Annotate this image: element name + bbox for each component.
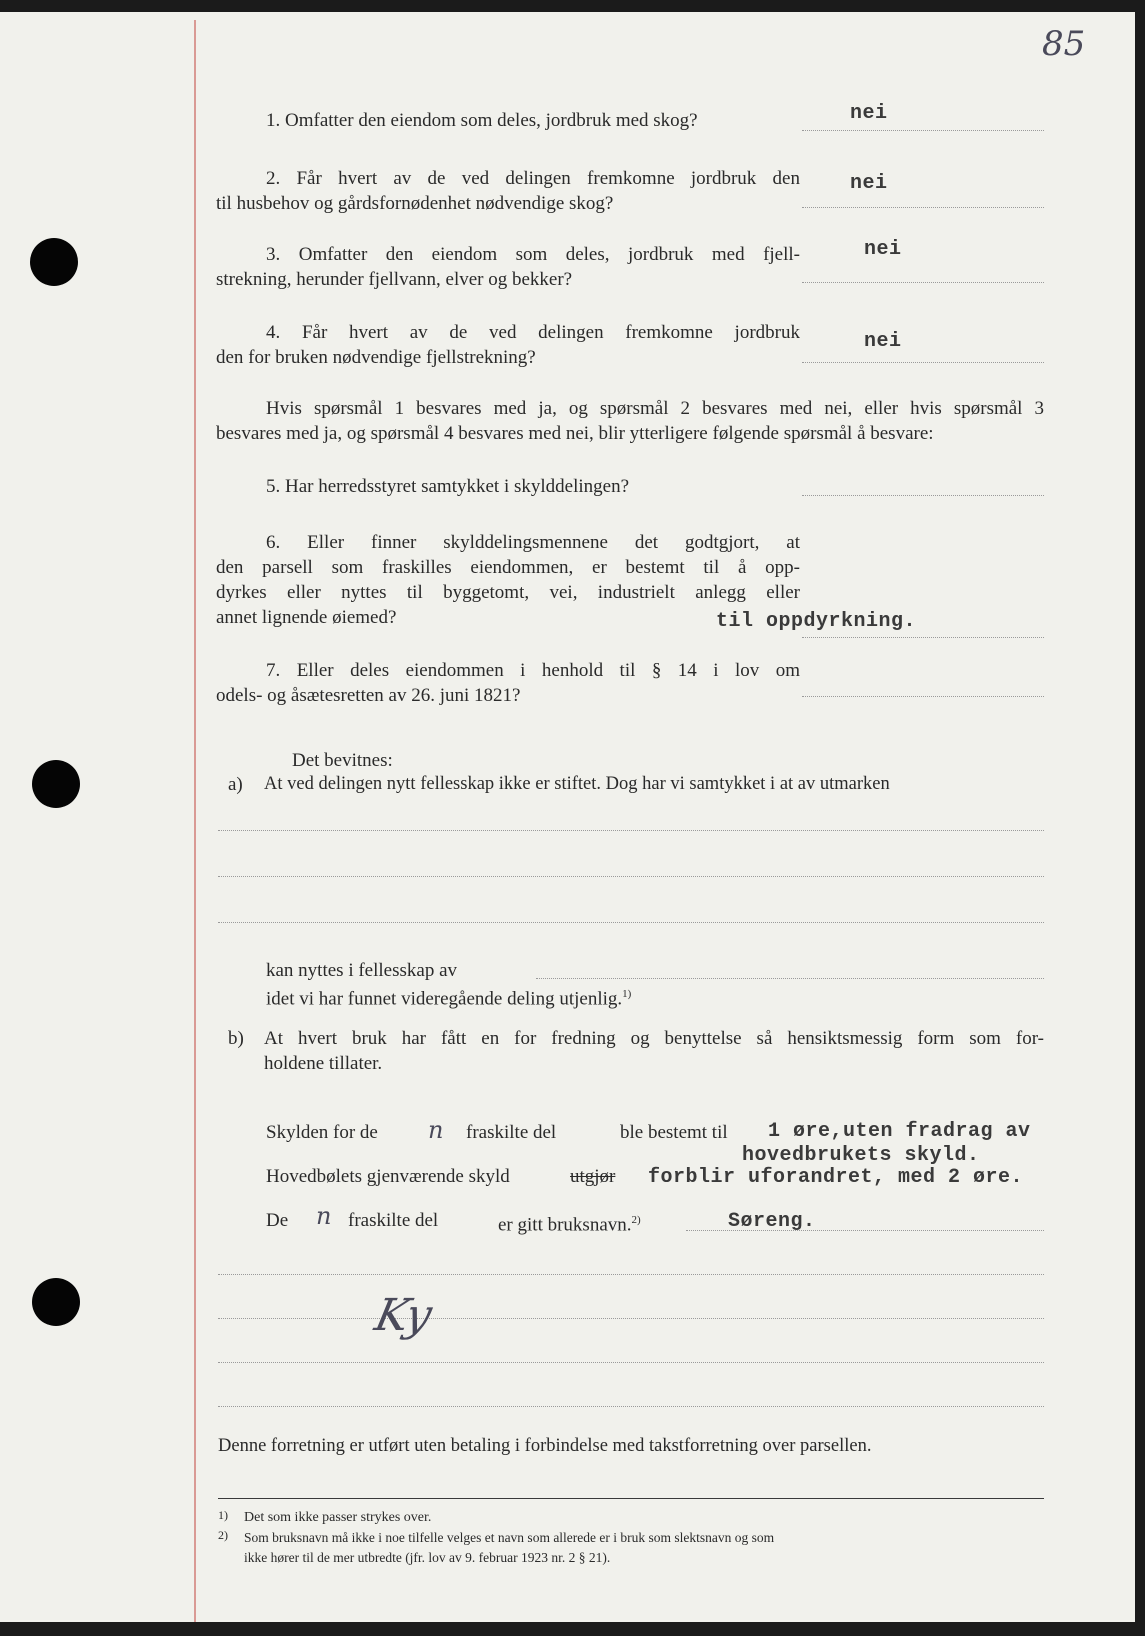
question-7: [216, 658, 800, 708]
question-6-line-1: 6. Eller finner skylddelingsmennene det godtgjort, at: [266, 532, 800, 553]
footnote-rule: [218, 1498, 1044, 1499]
margin-line: [194, 20, 196, 1622]
attestation-a-marker: a): [228, 774, 243, 795]
answer-2: nei: [850, 172, 888, 195]
footnote-ref-2: 2): [631, 1214, 641, 1226]
attestation-b: [264, 1026, 1044, 1076]
answer-6: til oppdyrkning.: [716, 610, 917, 633]
skyld-label-1c: ble bestemt til: [620, 1122, 728, 1143]
question-6-line-2: den parsell som fraskilles eiendommen, er bestemt til å opp-: [216, 557, 800, 578]
question-5: 5. Har herredsstyret samtykket i skylddelingen?: [266, 476, 630, 497]
skyld-value-1-line-1: 1 øre,uten fradrag av: [768, 1120, 1031, 1143]
skyld-label-3b: fraskilte del: [348, 1210, 439, 1231]
question-3-line-2: strekning, herunder fjellvann, elver og bekker?: [216, 269, 573, 290]
attestation-a-cont-1: kan nyttes i fellesskap av: [266, 960, 458, 981]
blank-line-2: [218, 876, 1044, 877]
instruction-line-1: Hvis spørsmål 1 besvares med ja, og spørsmål 2 besvares med nei, eller hvis spørsmål 3: [266, 398, 1044, 419]
footnote-ref-1: 1): [622, 988, 632, 1000]
answer-line-4: [802, 362, 1044, 363]
question-2: [216, 166, 800, 216]
question-7-line-2: odels- og åsætesretten av 26. juni 1821?: [216, 685, 521, 706]
blank-line-1: [218, 830, 1044, 831]
page-number: 85: [1042, 24, 1086, 64]
skyld-label-1b: fraskilte del: [466, 1122, 557, 1143]
attestation-heading: Det bevitnes:: [292, 750, 393, 771]
skyld-value-2: forblir uforandret, med 2 øre.: [648, 1166, 1024, 1189]
blank-line-fellesskap: [536, 978, 1044, 979]
answer-line-6: [802, 637, 1044, 638]
answer-line-5: [802, 495, 1044, 496]
question-4: [216, 320, 800, 370]
answer-line-3: [802, 282, 1044, 283]
instruction-paragraph: [216, 396, 1044, 446]
attestation-a-cont-2-text: idet vi har funnet videregående deling utjenlig.: [266, 988, 623, 1010]
question-2-line-2: til husbehov og gårdsfornødenhet nødvendige skog?: [216, 193, 614, 214]
answer-1: nei: [850, 102, 888, 125]
attestation-b-marker: b): [228, 1028, 244, 1049]
attestation-a-cont-2: [266, 982, 631, 1011]
answer-line-7: [802, 696, 1044, 697]
signature-line-1: [218, 1274, 1044, 1275]
answer-line-2: [802, 207, 1044, 208]
skyld-hand-n-2: n: [316, 1202, 332, 1230]
attestation-b-line-1: At hvert bruk har fått en for fredning og benyttelse så hensiktsmessig form som for-: [264, 1028, 1044, 1049]
question-3: [216, 242, 800, 292]
question-4-line-2: den for bruken nødvendige fjellstrekning?: [216, 347, 536, 368]
skyld-label-3c-text: er gitt bruksnavn.: [498, 1214, 632, 1236]
skyld-label-2-struck: utgjør: [570, 1166, 616, 1187]
signature-line-2: [218, 1318, 1044, 1319]
binder-hole-middle: [32, 760, 80, 808]
skyld-label-1: Skylden for de: [266, 1122, 378, 1143]
answer-4: nei: [864, 330, 902, 353]
skyld-label-3: De: [266, 1210, 289, 1231]
footnote-1-marker: 1): [218, 1508, 228, 1522]
question-4-line-1: 4. Får hvert av de ved delingen fremkomne jordbruk: [266, 322, 800, 343]
question-7-line-1: 7. Eller deles eiendommen i henhold til § 14 i lov om: [266, 660, 800, 681]
answer-3: nei: [864, 238, 902, 261]
skyld-label-2: Hovedbølets gjenværende skyld: [266, 1166, 510, 1187]
footnote-1: Det som ikke passer strykes over.: [244, 1510, 432, 1525]
question-2-line-1: 2. Får hvert av de ved delingen fremkomne jordbruk den: [266, 168, 800, 189]
blank-line-3: [218, 922, 1044, 923]
closing-statement: Denne forretning er utført uten betaling i forbindelse med takstforretning over parsellen.: [218, 1436, 872, 1456]
question-3-line-1: 3. Omfatter den eiendom som deles, jordbruk med fjell-: [266, 244, 800, 265]
attestation-a-text: At ved delingen nytt fellesskap ikke er stiftet. Dog har vi samtykket i at av utmarken: [264, 774, 890, 794]
attestation-b-line-2: holdene tillater.: [264, 1053, 383, 1074]
signature-line-4: [218, 1406, 1044, 1407]
instruction-line-2: besvares med ja, og spørsmål 4 besvares med nei, blir ytterligere følgende spørsmål å besvare:: [216, 423, 934, 444]
skyld-label-3c: [498, 1208, 641, 1237]
footnote-2-marker: 2): [218, 1528, 228, 1542]
footnote-2-line-2: ikke hører til de mer utbredte (jfr. lov av 9. februar 1923 nr. 2 § 21).: [244, 1550, 611, 1565]
question-6: [216, 530, 800, 630]
document-page: [0, 12, 1135, 1622]
signature-line-3: [218, 1362, 1044, 1363]
binder-hole-top: [30, 238, 78, 286]
skyld-hand-n-1: n: [428, 1116, 444, 1144]
answer-line-1: [802, 130, 1044, 131]
question-6-line-4: annet lignende øiemed?: [216, 607, 397, 628]
question-1: 1. Omfatter den eiendom som deles, jordbruk med skog?: [266, 110, 698, 131]
question-6-line-3: dyrkes eller nyttes til byggetomt, vei, industrielt anlegg eller: [216, 582, 800, 603]
skyld-value-3: Søreng.: [728, 1210, 816, 1233]
handwritten-initials: Ky: [370, 1290, 437, 1341]
footnote-2-line-1: Som bruksnavn må ikke i noe tilfelle velges et navn som allerede er i bruk som slektsnavn og som: [244, 1530, 775, 1545]
skyld-value-1-line-2: hovedbrukets skyld.: [742, 1144, 980, 1167]
binder-hole-bottom: [32, 1278, 80, 1326]
